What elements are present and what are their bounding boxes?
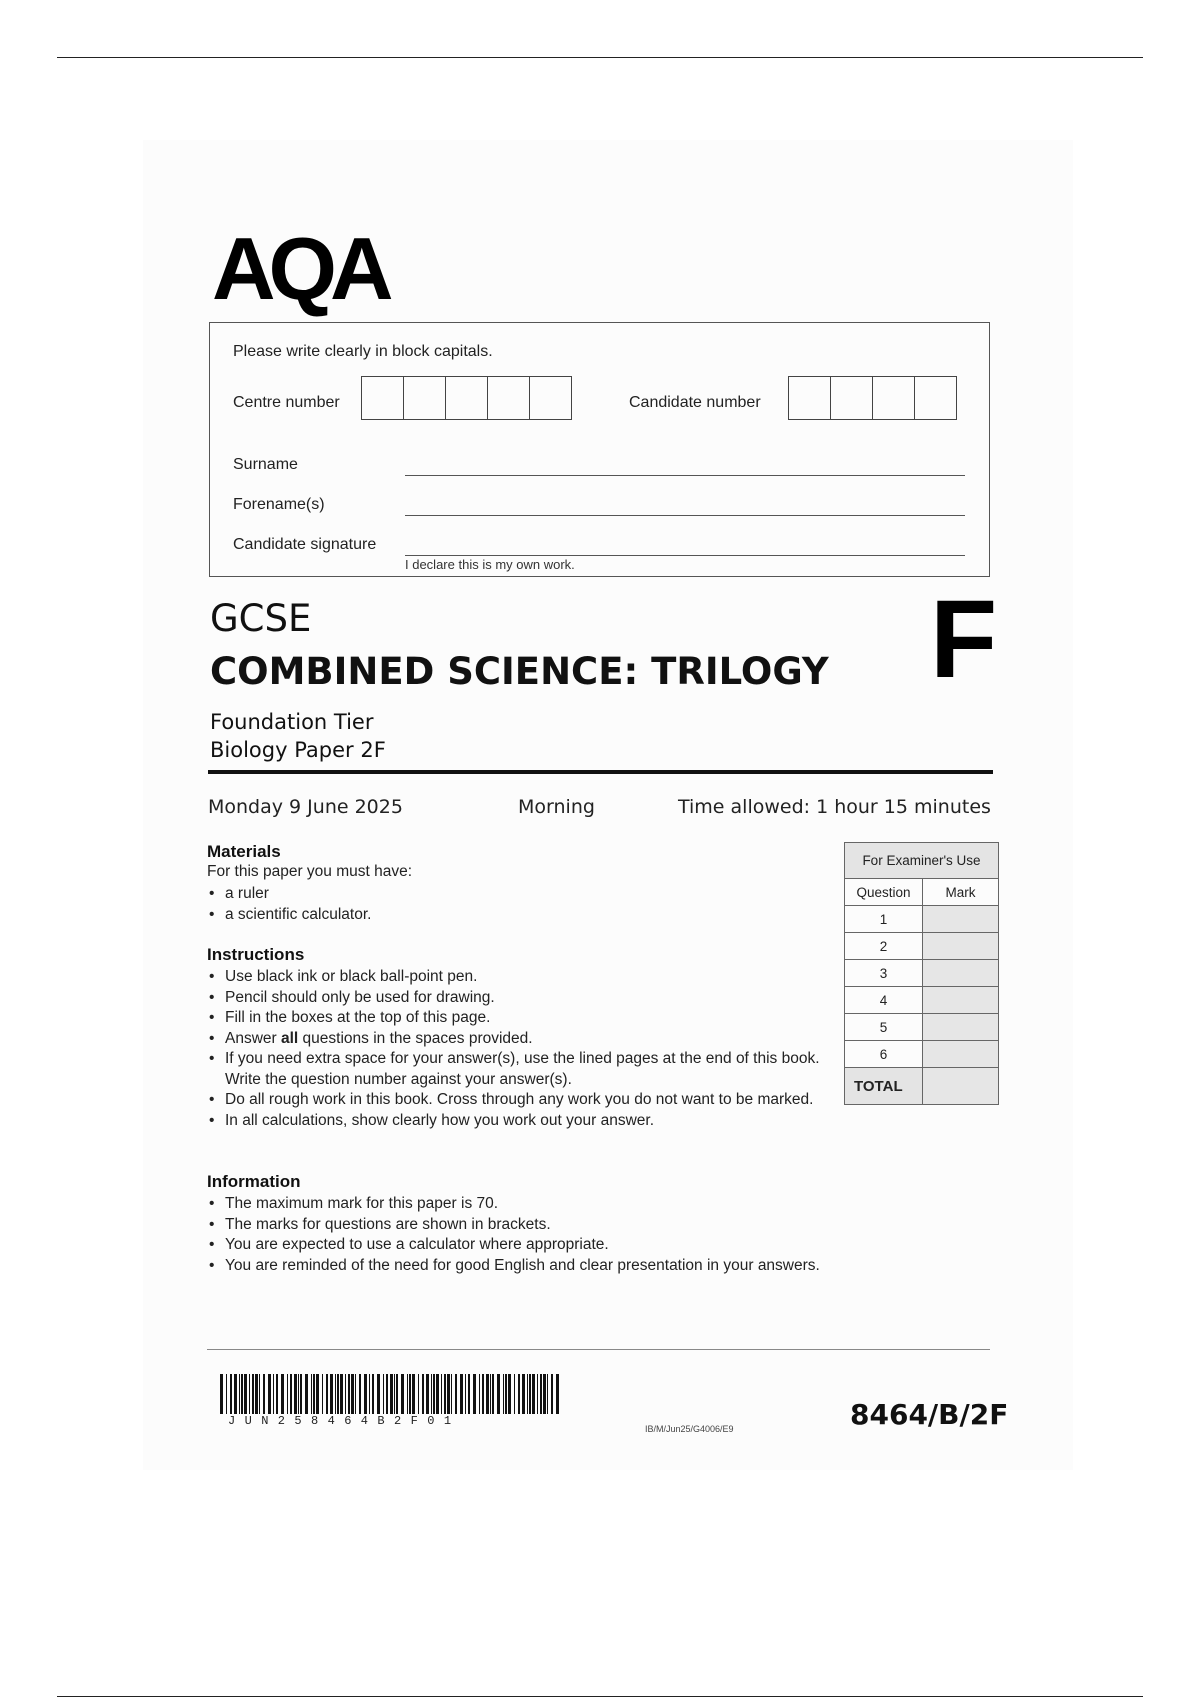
barcode-bar [290, 1374, 292, 1414]
barcode-bar [473, 1374, 476, 1414]
question-number: 3 [845, 960, 923, 987]
barcode-bar [468, 1374, 470, 1414]
subject-title: COMBINED SCIENCE: TRILOGY [210, 650, 829, 693]
barcode-bar [372, 1374, 374, 1414]
centre-number-label: Centre number [233, 394, 340, 411]
barcode-bar [364, 1374, 367, 1414]
list-item: • The maximum mark for this paper is 70. [207, 1194, 967, 1215]
barcode-bar [294, 1374, 297, 1414]
barcode-bar [345, 1374, 346, 1414]
barcode-bar [239, 1374, 240, 1414]
question-number: 1 [845, 906, 923, 933]
barcode-bar [527, 1374, 528, 1414]
candidate-number-label: Candidate number [629, 394, 761, 411]
examiner-table-title: For Examiner's Use [845, 843, 999, 879]
candidate-number-cell[interactable] [830, 376, 873, 420]
question-number: 4 [845, 987, 923, 1014]
surname-field[interactable] [405, 475, 965, 476]
paper-code: 8464/B/2F [850, 1398, 1009, 1431]
forename-field[interactable] [405, 515, 965, 516]
barcode-bar [369, 1374, 370, 1414]
barcode-bar [503, 1374, 504, 1414]
list-item: • Do all rough work in this book. Cross through any work you do not want to be marked. [207, 1090, 827, 1111]
barcode-bar [556, 1374, 559, 1414]
barcode-bar [322, 1374, 323, 1414]
barcode-bar [298, 1374, 299, 1414]
barcode-bar [241, 1374, 243, 1414]
barcode-bar [252, 1374, 254, 1414]
barcode-bar [226, 1374, 227, 1414]
barcode-bar [537, 1374, 538, 1414]
barcode-bar [482, 1374, 484, 1414]
declaration-text: I declare this is my own work. [405, 557, 575, 572]
barcode-bar [335, 1374, 336, 1414]
barcode-bar [394, 1374, 395, 1414]
barcode-text: JUN258464B2F01 [228, 1414, 461, 1428]
barcode-bar [287, 1374, 288, 1414]
barcode-bar [281, 1374, 284, 1414]
barcode-bar [359, 1374, 361, 1414]
barcode-bar [433, 1374, 435, 1414]
bottom-rule [57, 1696, 1143, 1697]
list-item: • If you need extra space for your answer(s), use the lined pages at the end of this book. Write the question number against your answer(s). [207, 1049, 827, 1090]
barcode-bar [412, 1374, 415, 1414]
aqa-logo: AQA [212, 219, 387, 318]
list-item: • You are reminded of the need for good English and clear presentation in your answers. [207, 1256, 967, 1277]
tier-name: Foundation Tier [210, 710, 374, 734]
barcode-bar [551, 1374, 553, 1414]
list-item: • The marks for questions are shown in brackets. [207, 1215, 967, 1236]
centre-number-cell[interactable] [529, 376, 572, 420]
list-item: • a scientific calculator. [207, 905, 827, 926]
barcode-bar [465, 1374, 466, 1414]
examiner-use-table [844, 842, 999, 1105]
block-capitals-prompt: Please write clearly in block capitals. [233, 343, 493, 360]
barcode-bar [351, 1374, 354, 1414]
barcode-bar [447, 1374, 450, 1414]
information-list [207, 1194, 967, 1276]
barcode-bar [230, 1374, 232, 1414]
barcode-bar [543, 1374, 546, 1414]
materials-list [207, 884, 827, 925]
list-item: • Fill in the boxes at the top of this page. [207, 1008, 827, 1029]
barcode-bar [390, 1374, 393, 1414]
mark-cell [923, 987, 999, 1014]
barcode-bar [311, 1374, 312, 1414]
question-number: 5 [845, 1014, 923, 1041]
surname-label: Surname [233, 456, 298, 473]
exam-session: Morning [518, 796, 595, 818]
tier-letter: F [930, 578, 998, 701]
barcode-bar [300, 1374, 302, 1414]
total-label: TOTAL [845, 1068, 923, 1105]
mark-cell [923, 906, 999, 933]
barcode-bar [249, 1374, 250, 1414]
list-item: • Use black ink or black ball-point pen. [207, 967, 827, 988]
barcode-bar [355, 1374, 356, 1414]
barcode [220, 1374, 560, 1414]
barcode-bar [234, 1374, 237, 1414]
centre-number-cell[interactable] [403, 376, 446, 420]
barcode-bar [326, 1374, 328, 1414]
barcode-bar [422, 1374, 424, 1414]
barcode-bar [444, 1374, 446, 1414]
exam-date: Monday 9 June 2025 [208, 796, 403, 818]
forename-label: Forename(s) [233, 496, 325, 513]
barcode-bar [276, 1374, 278, 1414]
instructions-heading: Instructions [207, 945, 305, 964]
barcode-bar [401, 1374, 404, 1414]
barcode-bar [244, 1374, 247, 1414]
time-allowed: Time allowed: 1 hour 15 minutes [678, 796, 991, 818]
footer-rule [207, 1349, 990, 1350]
barcode-bar [508, 1374, 511, 1414]
barcode-bar [263, 1374, 265, 1414]
candidate-number-cell[interactable] [914, 376, 957, 420]
list-item: • In all calculations, show clearly how you work out your answer. [207, 1111, 827, 1132]
barcode-bar [455, 1374, 457, 1414]
information-heading: Information [207, 1172, 301, 1191]
document-reference: IB/M/Jun25/G4006/E9 [645, 1424, 734, 1434]
centre-number-cell[interactable] [361, 376, 404, 420]
qualification-title: GCSE [210, 597, 312, 640]
barcode-bar [305, 1374, 308, 1414]
question-number: 6 [845, 1041, 923, 1068]
barcode-bar [540, 1374, 542, 1414]
barcode-bar [492, 1374, 494, 1414]
barcode-bar [407, 1374, 408, 1414]
barcode-bar [514, 1374, 515, 1414]
table-row [845, 987, 999, 1014]
mark-cell [923, 933, 999, 960]
barcode-bar [340, 1374, 343, 1414]
barcode-bar [330, 1374, 333, 1414]
list-item: • a ruler [207, 884, 827, 905]
table-row [845, 1068, 999, 1105]
barcode-bar [451, 1374, 452, 1414]
barcode-bar [518, 1374, 520, 1414]
centre-number-cell[interactable] [487, 376, 530, 420]
barcode-bar [418, 1374, 419, 1414]
mark-cell [923, 1041, 999, 1068]
barcode-bar [547, 1374, 548, 1414]
barcode-bar [522, 1374, 525, 1414]
list-item: • Pencil should only be used for drawing. [207, 988, 827, 1009]
question-number: 2 [845, 933, 923, 960]
barcode-bar [273, 1374, 274, 1414]
barcode-bar [386, 1374, 388, 1414]
signature-label: Candidate signature [233, 536, 377, 553]
barcode-bar [377, 1374, 380, 1414]
barcode-bar [316, 1374, 319, 1414]
title-divider [208, 770, 993, 774]
barcode-bar [383, 1374, 384, 1414]
mark-cell [923, 1014, 999, 1041]
total-mark-cell [923, 1068, 999, 1105]
table-row [845, 1041, 999, 1068]
materials-intro: For this paper you must have: [207, 863, 413, 880]
table-row [845, 1014, 999, 1041]
materials-heading: Materials [207, 842, 281, 861]
barcode-bar [396, 1374, 398, 1414]
barcode-bar [486, 1374, 489, 1414]
barcode-bar [348, 1374, 350, 1414]
barcode-bar [255, 1374, 258, 1414]
barcode-bar [431, 1374, 432, 1414]
barcode-bar [460, 1374, 463, 1414]
top-rule [57, 57, 1143, 58]
mark-cell [923, 960, 999, 987]
centre-number-boxes[interactable] [361, 376, 571, 420]
table-row [845, 960, 999, 987]
centre-number-cell[interactable] [445, 376, 488, 420]
candidate-number-boxes[interactable] [788, 376, 956, 420]
table-row [845, 906, 999, 933]
list-item: • You are expected to use a calculator where appropriate. [207, 1235, 967, 1256]
candidate-number-cell[interactable] [788, 376, 831, 420]
barcode-bar [479, 1374, 480, 1414]
paper-name: Biology Paper 2F [210, 738, 386, 762]
barcode-bar [426, 1374, 429, 1414]
barcode-bar [220, 1374, 223, 1414]
barcode-bar [259, 1374, 260, 1414]
candidate-number-cell[interactable] [872, 376, 915, 420]
barcode-bar [490, 1374, 491, 1414]
barcode-bar [529, 1374, 531, 1414]
barcode-bar [409, 1374, 411, 1414]
signature-field[interactable] [405, 555, 965, 556]
barcode-bar [497, 1374, 500, 1414]
mark-column-header: Mark [923, 879, 999, 906]
barcode-bar [268, 1374, 271, 1414]
barcode-bar [337, 1374, 339, 1414]
barcode-bar [436, 1374, 439, 1414]
barcode-bar [532, 1374, 535, 1414]
table-row [845, 933, 999, 960]
barcode-bar [505, 1374, 507, 1414]
barcode-bar [313, 1374, 315, 1414]
instructions-list [207, 967, 827, 1131]
question-column-header: Question [845, 879, 923, 906]
barcode-bar [441, 1374, 442, 1414]
list-item: • Answer all questions in the spaces provided. [207, 1029, 827, 1050]
